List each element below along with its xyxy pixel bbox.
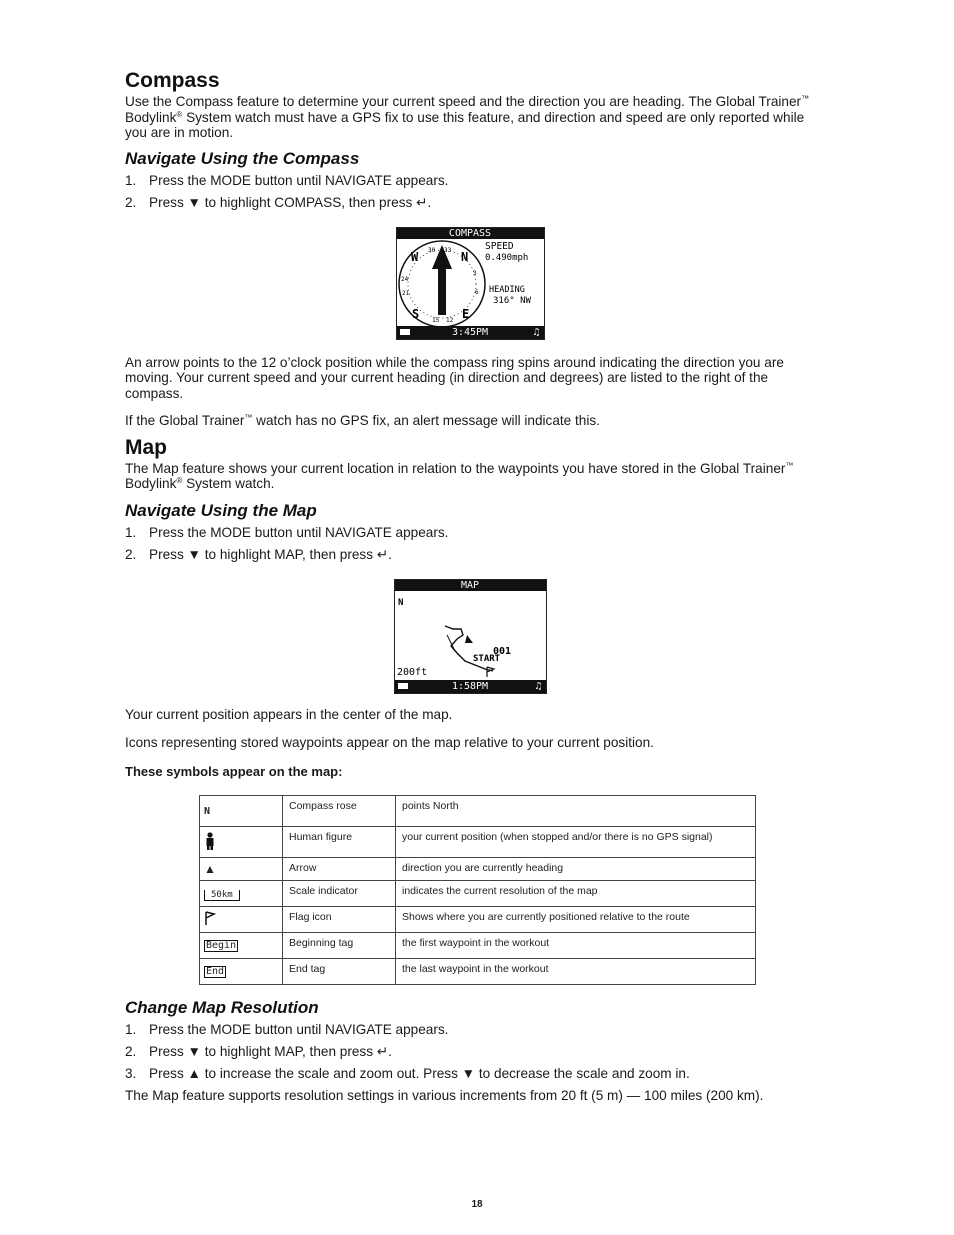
symbol-desc: the first waypoint in the workout [396,933,756,959]
resolution-note: The Map feature supports resolution settings in various increments from 20 ft (5 m) — 100 miles (200 km). [125,1088,764,1103]
compass-intro-a: Use the Compass feature to determine your current speed and the direction you are heading. The Global Trainer [125,94,802,109]
step-text: Press ▼ to highlight COMPASS, then press ↵. [149,194,432,210]
symbol-desc: direction you are currently heading [396,858,756,881]
map-intro-c: System watch. [182,476,275,491]
table-row [200,907,756,933]
resolution-step-1 [125,1019,815,1041]
step-text: Press ▼ to highlight MAP, then press ↵. [149,546,392,562]
flag-cell [200,907,283,933]
table-row [200,858,756,881]
symbol-desc: the last waypoint in the workout [396,959,756,985]
resolution-step-2 [125,1041,815,1063]
symbol-desc: your current position (when stopped and/or there is no GPS signal) [396,827,756,858]
compass-subtitle: Navigate Using the Compass [125,148,360,168]
symbol-name: Flag icon [283,907,396,933]
map-screen [394,579,547,694]
compass-screen-footer [397,326,544,339]
heading-value: 316° NW [492,295,531,306]
compass-para-2-b: watch has no GPS fix, an alert message will indicate this. [252,413,600,428]
symbols-heading: These symbols appear on the map: [125,763,343,779]
symbol-name: Human figure [283,827,396,858]
compass-rose-icon: N [397,597,403,608]
tick-21: 21 [401,289,409,297]
compass-rose-icon: N [204,806,211,817]
symbol-name: Beginning tag [283,933,396,959]
map-para-1: Your current position appears in the center of the map. [125,706,453,722]
map-intro-b: Bodylink [125,476,177,491]
flag-icon [487,667,494,677]
compass-para-1: An arrow points to the 12 o’clock position while the compass ring spins around indicating the direction you are moving. Your current speed and your current heading (in direction and degrees) are listed to the right of the compass. [125,354,784,401]
compass-step-2 [125,192,815,214]
dir-e: E [461,306,469,321]
page-content [125,68,815,1104]
begin-tag-icon: Begin [206,940,237,951]
step-number: 2. [125,194,137,210]
compass-para-2-a: If the Global Trainer [125,413,245,428]
resolution-title: Change Map Resolution [125,998,319,1017]
scale-icon: 50km [204,890,240,901]
symbol-name: End tag [283,959,396,985]
table-row [200,881,756,907]
compass-intro [125,94,815,141]
compass-arrow-icon [432,245,452,315]
step-text: Press the MODE button until NAVIGATE appears. [149,172,449,188]
table-row [200,796,756,827]
signal-icon: ♫ [533,326,540,338]
waypoint-label: 001 [492,645,511,657]
map-step-1 [125,522,815,544]
arrow-cell [200,858,283,881]
battery-icon [400,329,410,335]
map-screen-footer [395,680,546,693]
map-steps [125,522,815,566]
tm-mark: ™ [785,460,794,470]
tick-24: 24 [400,275,408,283]
battery-icon [398,683,408,689]
flag-icon [204,910,216,926]
map-para-2: Icons representing stored waypoints appear on the map relative to your current position. [125,735,654,750]
tick-15: 15 [431,316,439,324]
route-path [445,626,493,671]
compass-title: Compass [125,69,220,92]
compass-intro-b: Bodylink [125,109,177,125]
step-text: Press ▼ to highlight MAP, then press ↵. [149,1044,392,1059]
arrow-icon: ▲ [204,862,216,876]
tick-3: 3 [472,269,477,277]
map-view [395,591,546,681]
speed-label: SPEED [484,240,514,252]
map-scale: 200ft [396,666,427,678]
step-number: 3. [125,1066,137,1081]
step-number: 1. [125,1022,137,1037]
signal-icon: ♫ [535,680,542,692]
symbol-name: Compass rose [283,796,396,827]
symbol-desc: points North [396,796,756,827]
resolution-steps [125,1019,815,1085]
step-number: 1. [125,524,137,540]
tick-6: 6 [474,288,479,296]
dir-w: W [410,249,418,264]
dir-n: N [460,249,468,264]
dir-s: S [411,306,419,321]
step-text: Press the MODE button until NAVIGATE appears. [149,1022,449,1037]
speed-value: 0.490mph [484,252,528,263]
end-tag-cell [200,959,283,985]
heading-label: HEADING [488,284,525,295]
tick-33: 33 [443,246,451,254]
map-intro-a: The Map feature shows your current location in relation to the waypoints you have stored in the Global Trainer [125,460,786,476]
heading-arrow-icon [465,635,473,643]
map-time: 1:58PM [451,680,489,692]
compass-step-1 [125,170,815,192]
step-number: 1. [125,172,137,188]
map-intro [125,461,815,492]
page-number: 18 [471,1199,483,1210]
compass-time: 3:45PM [451,326,489,338]
map-step-2 [125,544,815,566]
symbol-desc: indicates the current resolution of the map [396,881,756,907]
reg-mark: ® [176,109,183,119]
compass-intro-c: System watch must have a GPS fix to use this feature, and direction and speed are only reported while you are in motion. [125,109,805,140]
step-text: Press ▲ to increase the scale and zoom out. Press ▼ to decrease the scale and zoom in. [149,1066,690,1081]
compass-steps [125,170,815,214]
human-figure-cell [200,827,283,858]
step-text: Press the MODE button until NAVIGATE appears. [149,524,449,540]
table-row [200,933,756,959]
table-row [200,959,756,985]
compass-para-2 [125,413,815,429]
start-label: START [472,653,500,664]
map-subtitle: Navigate Using the Map [125,500,317,520]
reg-mark: ® [176,476,183,485]
begin-tag-cell [200,933,283,959]
tick-30: 30 [427,246,435,254]
resolution-step-3 [125,1063,815,1085]
symbol-desc: Shows where you are currently positioned relative to the route [396,907,756,933]
compass-screen [396,227,545,340]
step-number: 2. [125,546,137,562]
step-number: 2. [125,1044,137,1059]
human-figure-icon [204,832,216,850]
tick-12: 12 [445,316,453,324]
symbol-name: Arrow [283,858,396,881]
map-screen-header: MAP [395,580,546,591]
symbol-name: Scale indicator [283,881,396,907]
compass-rose-cell [200,796,283,827]
table-row [200,827,756,858]
end-tag-icon: End [206,966,225,977]
tm-mark: ™ [801,94,810,103]
symbols-table [199,795,756,985]
compass-dial [397,239,544,329]
compass-screen-header: COMPASS [397,228,544,239]
tm-mark: ™ [244,413,253,422]
scale-cell [200,881,283,907]
map-title: Map [125,435,167,459]
